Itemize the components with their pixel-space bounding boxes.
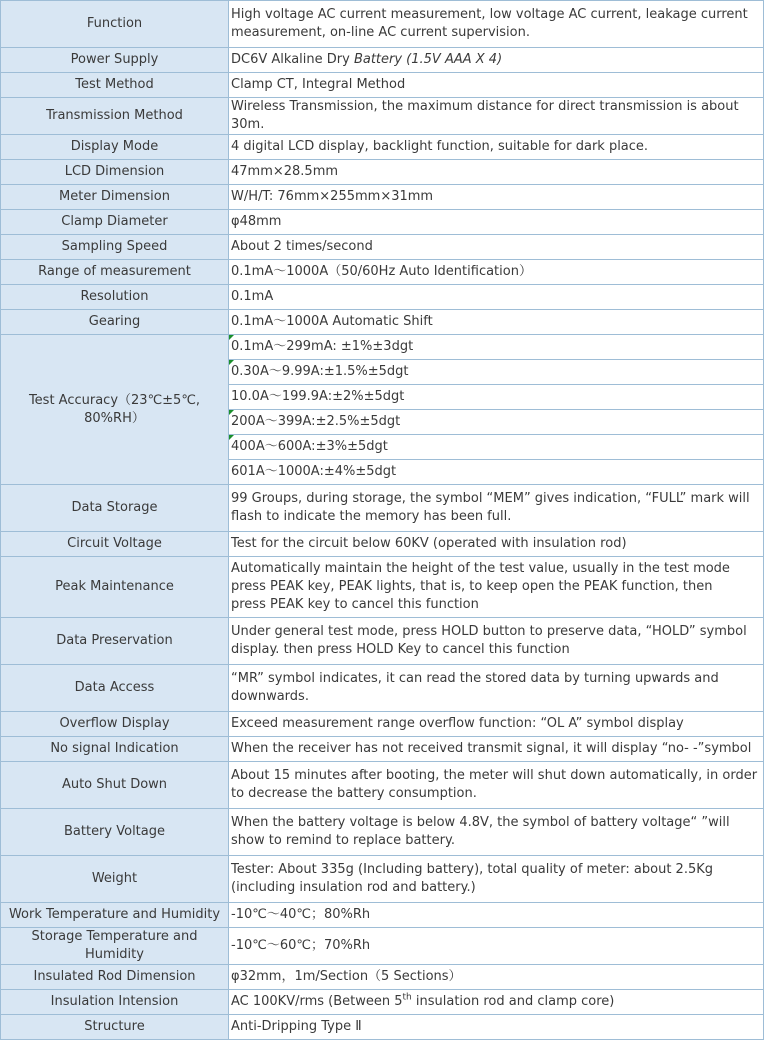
row-test-method <box>1 73 764 98</box>
row-label: Transmission Method <box>1 98 229 135</box>
row-value: -10℃～60℃；70%Rh <box>229 928 764 965</box>
row-resolution <box>1 285 764 310</box>
row-value: Wireless Transmission, the maximum distance for direct transmission is about 30m. <box>229 98 764 135</box>
row-function <box>1 1 764 48</box>
row-value: 99 Groups, during storage, the symbol “MEM” gives indication, “FULL” mark will flash to indicate the memory has been full. <box>229 485 764 532</box>
row-auto-shutdown <box>1 762 764 809</box>
accuracy-value: 0.30A～9.99A:±1.5%±5dgt <box>229 360 764 385</box>
row-value: Under general test mode, press HOLD button to preserve data, “HOLD” symbol display. then press HOLD Key to cancel this function <box>229 618 764 665</box>
peak-line2: press PEAK key, PEAK lights, that is, to keep open the PEAK function, then <box>231 579 713 594</box>
row-label: Circuit Voltage <box>1 532 229 557</box>
row-label: Clamp Diameter <box>1 210 229 235</box>
row-value: Tester: About 335g (Including battery), total quality of meter: about 2.5Kg (including insulation rod and battery.) <box>229 856 764 903</box>
row-insulation-intension <box>1 990 764 1015</box>
row-overflow-display <box>1 712 764 737</box>
accuracy-value: 200A～399A:±2.5%±5dgt <box>229 410 764 435</box>
insulation-text: AC 100KV/rms (Between 5 <box>231 994 403 1009</box>
superscript: th <box>402 992 412 1003</box>
row-label: Resolution <box>1 285 229 310</box>
accuracy-label-line1: Test Accuracy（23℃±5℃, <box>28 392 201 408</box>
row-data-preservation <box>1 618 764 665</box>
row-label: Test Method <box>1 73 229 98</box>
row-weight <box>1 856 764 903</box>
row-clamp-diameter <box>1 210 764 235</box>
row-value: φ32mm，1m/Section（5 Sections） <box>229 965 764 990</box>
row-label: Power Supply <box>1 48 229 73</box>
row-label: Insulation Intension <box>1 990 229 1015</box>
row-label: Weight <box>1 856 229 903</box>
accuracy-value: 601A～1000A:±4%±5dgt <box>229 460 764 485</box>
row-value: Anti-Dripping Type Ⅱ <box>229 1015 764 1040</box>
accuracy-value: 400A～600A:±3%±5dgt <box>229 435 764 460</box>
row-battery-voltage <box>1 809 764 856</box>
peak-line3: press PEAK key to cancel this function <box>231 597 479 612</box>
row-data-access <box>1 665 764 712</box>
row-label: Meter Dimension <box>1 185 229 210</box>
row-accuracy <box>1 335 764 360</box>
row-label: LCD Dimension <box>1 160 229 185</box>
row-label: Function <box>1 1 229 48</box>
row-value: 4 digital LCD display, backlight function, suitable for dark place. <box>229 135 764 160</box>
row-label: Range of measurement <box>1 260 229 285</box>
row-storage-temperature <box>1 928 764 965</box>
row-label: Storage Temperature and Humidity <box>1 928 229 965</box>
row-power-supply <box>1 48 764 73</box>
accuracy-value: 10.0A～199.9A:±2%±5dgt <box>229 385 764 410</box>
row-label: Display Mode <box>1 135 229 160</box>
row-value: When the battery voltage is below 4.8V, the symbol of battery voltage“ ”will show to remind to replace battery. <box>229 809 764 856</box>
value-italic-text: Battery (1.5V AAA X 4) <box>353 52 503 67</box>
row-display-mode <box>1 135 764 160</box>
insulation-text-end: insulation rod and clamp core) <box>411 994 615 1009</box>
row-label: Peak Maintenance <box>1 557 229 618</box>
row-label: Data Preservation <box>1 618 229 665</box>
row-label: No signal Indication <box>1 737 229 762</box>
row-value: Clamp CT, Integral Method <box>229 73 764 98</box>
row-label: Work Temperature and Humidity <box>1 903 229 928</box>
row-label: Structure <box>1 1015 229 1040</box>
row-label <box>1 335 229 485</box>
row-label: Overflow Display <box>1 712 229 737</box>
row-value <box>229 557 764 618</box>
row-transmission <box>1 98 764 135</box>
row-value: About 2 times/second <box>229 235 764 260</box>
value-text: DC6V Alkaline Dry <box>231 52 350 67</box>
row-value: 47mm×28.5mm <box>229 160 764 185</box>
row-data-storage <box>1 485 764 532</box>
row-label: Battery Voltage <box>1 809 229 856</box>
accuracy-value: 0.1mA～299mA: ±1%±3dgt <box>229 335 764 360</box>
row-sampling-speed <box>1 235 764 260</box>
row-value: φ48mm <box>229 210 764 235</box>
row-value: W/H/T: 76mm×255mm×31mm <box>229 185 764 210</box>
row-lcd-dimension <box>1 160 764 185</box>
row-value <box>229 48 764 73</box>
row-label: Data Access <box>1 665 229 712</box>
row-value: When the receiver has not received transmit signal, it will display “no- -”symbol <box>229 737 764 762</box>
row-value: 0.1mA～1000A Automatic Shift <box>229 310 764 335</box>
row-gearing <box>1 310 764 335</box>
row-value: High voltage AC current measurement, low voltage AC current, leakage current measurement, on-line AC current supervision. <box>229 1 764 48</box>
row-value: 0.1mA～1000A（50/60Hz Auto Identification） <box>229 260 764 285</box>
row-work-temperature <box>1 903 764 928</box>
row-value: “MR” symbol indicates, it can read the stored data by turning upwards and downwards. <box>229 665 764 712</box>
row-label: Auto Shut Down <box>1 762 229 809</box>
accuracy-label-line2: 80%RH） <box>84 410 145 426</box>
row-value: 0.1mA <box>229 285 764 310</box>
row-meter-dimension <box>1 185 764 210</box>
row-value: Exceed measurement range overflow function: “OL A” symbol display <box>229 712 764 737</box>
row-label: Insulated Rod Dimension <box>1 965 229 990</box>
row-label: Sampling Speed <box>1 235 229 260</box>
row-circuit-voltage <box>1 532 764 557</box>
row-label: Data Storage <box>1 485 229 532</box>
row-rod-dimension <box>1 965 764 990</box>
row-value <box>229 990 764 1015</box>
row-range <box>1 260 764 285</box>
row-value: -10℃～40℃；80%Rh <box>229 903 764 928</box>
row-value: About 15 minutes after booting, the meter will shut down automatically, in order to decrease the battery consumption. <box>229 762 764 809</box>
row-no-signal <box>1 737 764 762</box>
row-structure <box>1 1015 764 1040</box>
row-label: Gearing <box>1 310 229 335</box>
peak-line1: Automatically maintain the height of the test value, usually in the test mode <box>231 561 730 576</box>
row-value: Test for the circuit below 60KV (operated with insulation rod) <box>229 532 764 557</box>
row-peak-maintenance <box>1 557 764 618</box>
